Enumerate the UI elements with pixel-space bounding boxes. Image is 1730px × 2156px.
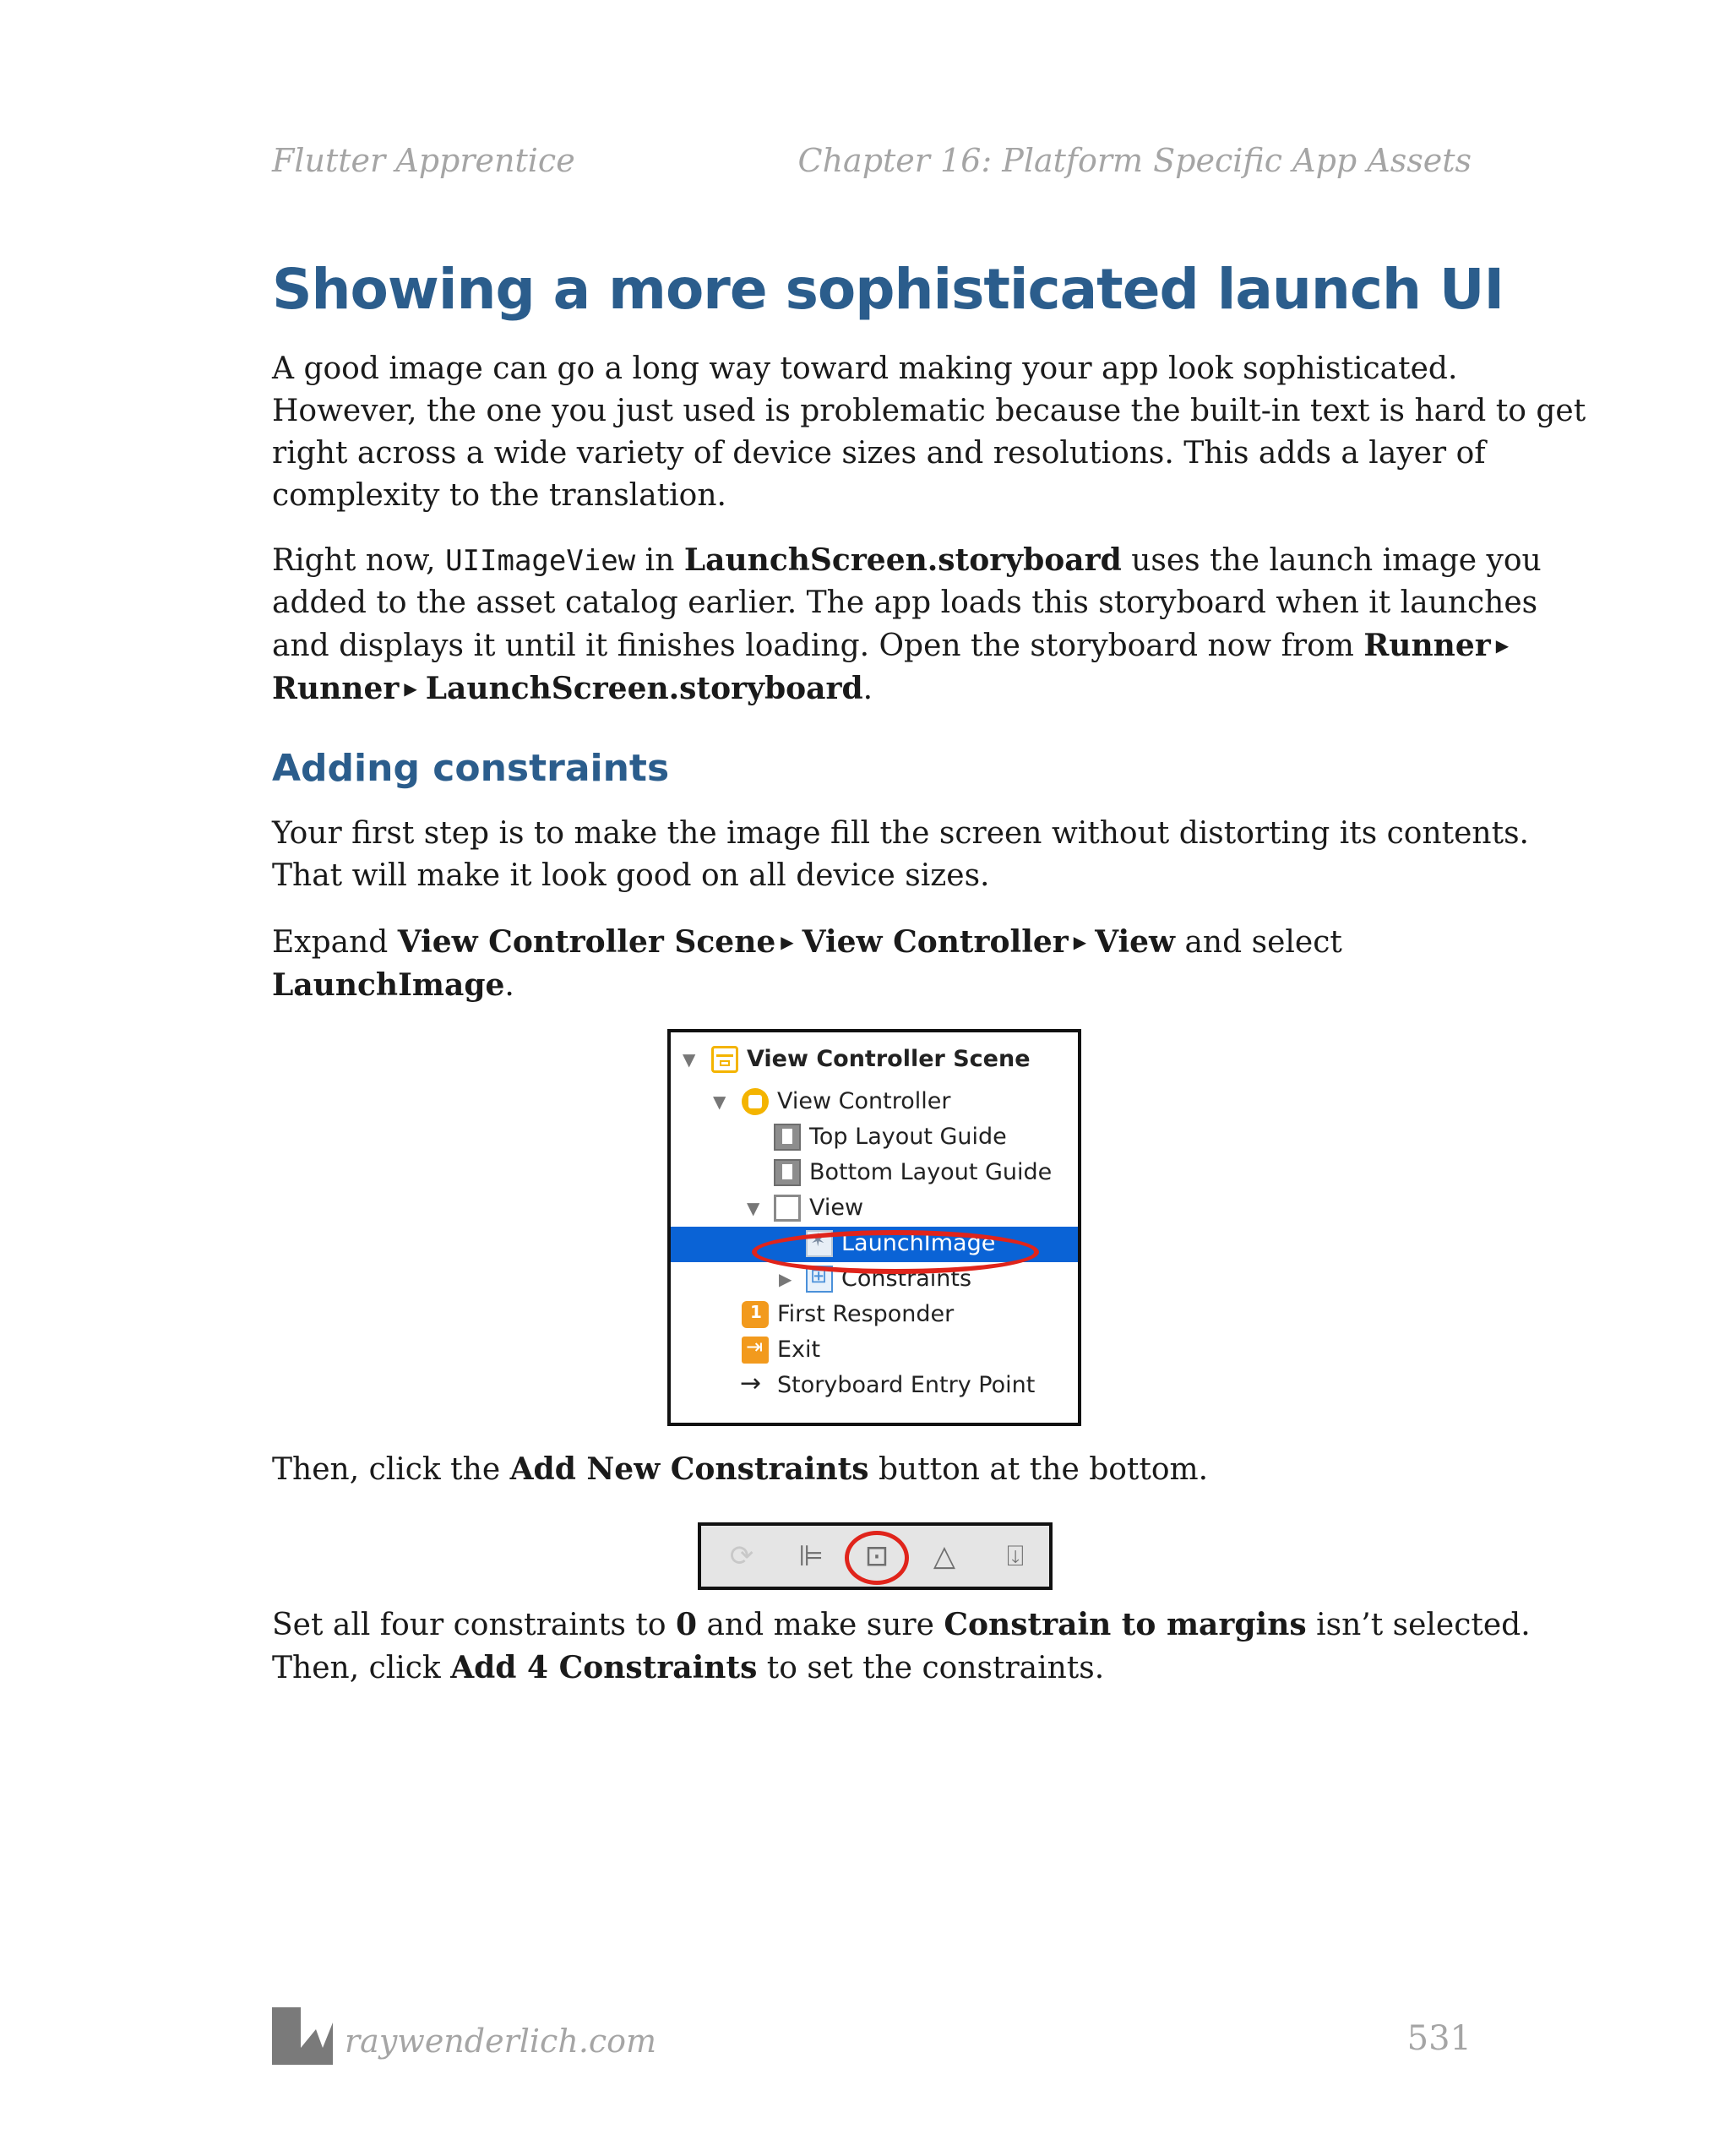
outline-row-launchimage[interactable] [671,1227,1078,1262]
bold-text: Constrain to margins [944,1607,1307,1642]
text-run: isn’t selected. [1306,1608,1531,1642]
outline-label: View Controller Scene [747,1046,1031,1072]
outline-row-bottom-layout-guide[interactable] [671,1156,1078,1191]
text-line: However, the one you just used is problematic because the built-in text is hard to get [272,394,1586,428]
text-run: Expand [272,925,398,960]
bold-text: View [1095,924,1176,960]
text-line: right across a wide variety of device sizes and resolutions. This adds a layer of [272,436,1486,471]
document-outline-screenshot [667,1029,1081,1426]
bold-text: Add New Constraints [509,1451,869,1487]
image-view-icon [806,1230,833,1257]
layout-guide-icon [774,1124,801,1151]
disclosure-right-icon[interactable]: ▶ [779,1269,792,1289]
path-arrow-icon: ▶ [781,932,794,952]
paragraph-intro [272,348,1586,517]
bold-text: Runner [272,671,400,706]
outline-row-entry-point[interactable] [671,1369,1078,1404]
outline-label: First Responder [777,1301,955,1327]
first-responder-icon [742,1301,769,1328]
inline-code: UIImageView [445,544,636,578]
bold-text: LaunchScreen.storyboard [425,671,863,706]
text-run: and displays it until it finishes loading. Open the storyboard now from [272,629,1364,663]
constraints-icon [806,1266,833,1293]
text-run: and select [1175,925,1342,960]
text-line: A good image can go a long way toward making your app look sophisticated. [272,351,1458,386]
text-line [272,921,1480,964]
path-arrow-icon: ▶ [1073,932,1087,952]
outline-label: Top Layout Guide [809,1124,1007,1150]
bold-text: View Controller [802,924,1069,960]
layout-guide-icon [774,1159,801,1186]
disclosure-down-icon[interactable]: ▼ [747,1198,760,1218]
highlight-circle [845,1531,909,1585]
outline-row-view-controller[interactable] [671,1085,1078,1120]
outline-row-first-responder[interactable] [671,1298,1078,1333]
view-controller-icon [742,1088,769,1115]
add-new-constraints-icon[interactable]: ⊡ [864,1539,889,1573]
raywenderlich-logo-icon [272,2004,333,2065]
text-line [272,1647,1480,1690]
text-run: Then, click [272,1651,451,1685]
path-arrow-icon: ▶ [1495,635,1510,656]
outline-label: LaunchImage [841,1230,996,1256]
text-line: Your first step is to make the image fill the screen without distorting its contents. [272,816,1529,851]
path-arrow-icon: ▶ [404,678,417,699]
resolve-issues-icon[interactable]: △ [933,1539,956,1573]
text-run: button at the bottom. [868,1452,1209,1487]
footer-site: raywenderlich.com [345,2023,657,2060]
text-line [272,1603,1531,1647]
outline-label: Bottom Layout Guide [809,1159,1053,1185]
outline-row-view[interactable] [671,1191,1078,1227]
bold-text: View Controller Scene [397,924,776,960]
scene-icon [711,1046,738,1073]
text-line [272,1448,1480,1491]
text-run: and make sure [697,1608,944,1642]
text-run: . [862,672,873,706]
bold-text: 0 [675,1607,698,1642]
text-line [272,539,1542,582]
subheading: Adding constraints [272,747,670,790]
outline-row-top-layout-guide[interactable] [671,1120,1078,1156]
auto-layout-toolbar-screenshot [698,1522,1053,1590]
bold-text: LaunchScreen.storyboard [683,542,1122,578]
view-icon [774,1195,801,1222]
outline-label: Storyboard Entry Point [777,1372,1036,1398]
align-icon[interactable]: ⊫ [798,1539,824,1573]
text-line [272,964,1480,1007]
text-run: Set all four constraints to [272,1608,676,1642]
outline-row-exit[interactable] [671,1333,1078,1369]
paragraph-set-constraints [272,1603,1531,1690]
bold-text: Runner [1363,628,1491,663]
page-number: 531 [1406,2019,1472,2058]
chapter-title: Chapter 16: Platform Specific App Assets [797,142,1472,179]
text-line [272,624,1510,667]
text-run: Right now, [272,543,446,578]
disclosure-down-icon[interactable]: ▼ [683,1049,696,1070]
outline-row-scene[interactable] [671,1043,1078,1078]
bold-text: LaunchImage [272,967,505,1003]
section-heading: Showing a more sophisticated launch UI [272,257,1504,322]
arrow-right-icon: → [740,1369,762,1398]
text-line: complexity to the translation. [272,478,726,513]
text-line [272,667,1480,710]
text-line: added to the asset catalog earlier. The app loads this storyboard when it launches [272,585,1538,620]
book-title: Flutter Apprentice [272,142,575,179]
paragraph-launchscreen [272,539,1542,710]
outline-label: Exit [777,1337,821,1363]
outline-label: View Controller [777,1088,951,1114]
outline-label: View [809,1195,864,1221]
outline-label: Constraints [841,1266,972,1292]
text-run: in [635,543,684,578]
text-run: uses the launch image you [1121,543,1542,578]
text-run: . [504,968,514,1003]
bold-text: Add 4 Constraints [450,1650,758,1685]
update-frames-icon[interactable]: ⟳ [729,1539,754,1573]
disclosure-down-icon[interactable]: ▼ [713,1092,726,1112]
paragraph-expand [272,921,1480,1007]
paragraph-add-constraints [272,1448,1480,1491]
text-line: That will make it look good on all device sizes. [272,858,990,893]
embed-in-icon[interactable]: ⍗ [1006,1539,1025,1573]
text-run: to set the constraints. [757,1651,1105,1685]
text-run: Then, click the [272,1452,510,1487]
exit-icon [742,1337,769,1364]
outline-row-constraints[interactable] [671,1262,1078,1298]
paragraph-first-step [272,813,1529,897]
